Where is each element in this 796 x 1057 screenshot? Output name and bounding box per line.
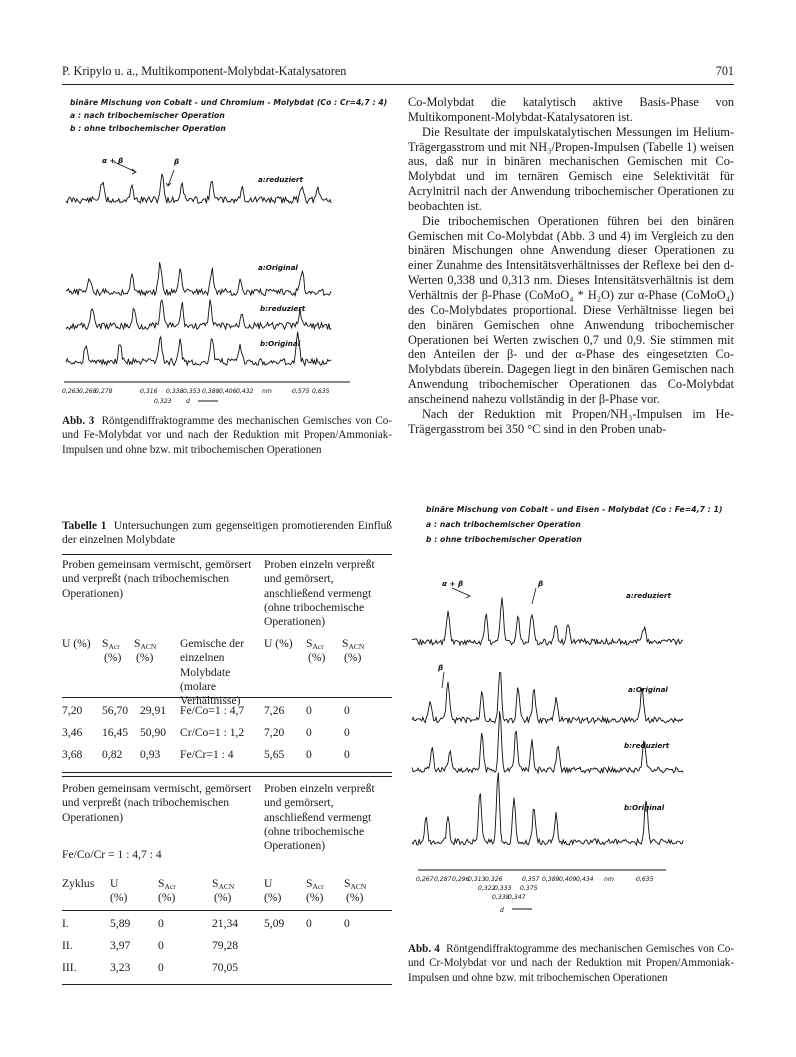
- figure3-trace-label-2: a:Original: [258, 263, 298, 272]
- table1-bottom-rule: [62, 984, 392, 985]
- table1: Proben gemeinsam vermischt, gemörsert und verpreßt (nach tribochemischen Operationen) Proben einzeln verpreßt und gemörsert, anschließend vermengt (ohne tribochemische Operationen) U (%) $S_{Acr}$ (%) $S_{ACN}$ (%) Gemische der einzelnen Molybdate (molare Verhältnisse) U (%) $S_{Acr}$ (%) $S_{ACN}$ (%) 7,20 56,70 29,91 Fe/Co=1 : 4,7 7,26 0 0 3,46 16,45 50,90 Cr/Co=1 : 1,2 7,20 0 0 3,68 0,82 0,93 Fe/Cr=1 : 4 5,65 0 0 Proben gemeinsam vermischt, gemörsert und verpreßt (nach tribochemischen Operationen) Proben einzeln verpreßt und gemörsert, anschließend vermengt (ohne tribochemische Operationen) Fe/Co/Cr = 1 : 4,7 : 4 Zyklus U (%) $S_{Acr}$ (%) $S_{ACN}$ (%) U (%) $S_{Acr}$ (%) $S_{ACN}$ (%) I. 5,89 0 21,34 5,09 0 0 II. 3,97 0 79,28 III. 3,23 0 70,05: [62, 548, 392, 1018]
- figure4-tick-0326: 0,326: [485, 876, 503, 883]
- table1-p2-head-sacr: $S_{Acr}$: [158, 877, 176, 891]
- figure3-tick-0353: 0,353: [183, 388, 201, 395]
- figure4-diffractogram: [408, 570, 734, 918]
- table1-part2-ratio: Fe/Co/Cr = 1 : 4,7 : 4: [62, 848, 162, 861]
- figure3-tick-0432: 0,432: [236, 388, 254, 395]
- table1-head-sacn2: $S_{ACN}$: [342, 637, 365, 651]
- figure3-legend-a: a : nach tribochemischer Operation: [70, 111, 225, 120]
- figure4-tick-0333: 0,333: [494, 885, 512, 892]
- figure4-peak-label-b2: β: [438, 663, 444, 672]
- figure3-tick-0263: 0,263: [62, 388, 80, 395]
- table1-p2-head-sacr-unit: (%): [158, 891, 176, 904]
- figure3-peak-label-b: β: [174, 157, 180, 166]
- table1-head-sacr2: $S_{Acr}$: [306, 637, 324, 651]
- figure3-tick-0388: 0,388: [202, 388, 220, 395]
- figure4-tick-0389: 0,389: [542, 876, 560, 883]
- figure4-tick-0347: 0,347: [508, 894, 526, 901]
- table1-head-gemische: Gemische der einzelnen Molybdate (molare Verhältnisse): [180, 637, 245, 708]
- figure4-axis-label: d: [500, 907, 504, 914]
- table1-caption-text: Untersuchungen zum gegenseitigen promotierenden Einfluß der einzelnen Molybdate: [62, 520, 392, 547]
- figure3-tick-0406: 0,406: [219, 388, 237, 395]
- figure4-legend-b: b : ohne tribochemischer Operation: [426, 535, 582, 544]
- figure4-legend: [426, 503, 736, 546]
- figure3-trace-label-3: b:reduziert: [260, 304, 306, 313]
- figure4-tick-0287: 0,287: [434, 876, 452, 883]
- figure4-tick-0409: 0,409: [559, 876, 577, 883]
- table1-head-sacr: $S_{Acr}$: [102, 637, 120, 651]
- figure4-tick-0375: 0,375: [520, 885, 538, 892]
- figure4-tick-0357: 0,357: [522, 876, 540, 883]
- table1-part2-group-right: Proben einzeln verpreßt und gemörsert, anschließend vermengt (ohne tribochemische Operationen): [264, 782, 375, 853]
- figure4-peak-label-ab: α + β: [442, 579, 464, 588]
- table1-p2-head-u: U: [110, 877, 119, 890]
- figure3-tick-0338: 0,338: [166, 388, 184, 395]
- figure4-peak-label-b1: β: [538, 579, 544, 588]
- figure4-trace-a-reduziert: [412, 598, 683, 645]
- figure4-beta-arrow-1: [532, 588, 536, 604]
- figure4-tick-0635: 0,635: [636, 876, 654, 883]
- running-header: [62, 64, 734, 82]
- table1-top-rule: [62, 554, 392, 555]
- table1-p2-head-sacn2-unit: (%): [346, 891, 364, 904]
- figure4-trace-label-4: b:Original: [624, 803, 665, 812]
- table1-part2-group-left: Proben gemeinsam vermischt, gemörsert und verpreßt (nach tribochemischen Operationen): [62, 782, 252, 824]
- table1-p2-head-u-unit: (%): [110, 891, 128, 904]
- table1-p2-head-sacn: $S_{ACN}$: [212, 877, 235, 891]
- figure3-tick-0278: 0,278: [95, 388, 113, 395]
- figure4-tick-0338: 0,338: [492, 894, 510, 901]
- table1-head-u2: U (%): [264, 637, 293, 650]
- figure4-beta-arrow-2: [442, 672, 444, 688]
- table1-p2-head-sacr2: $S_{Acr}$: [306, 877, 324, 891]
- body-paragraph-2: Die Resultate der impulskatalytischen Messungen im Helium-Trägergasstrom und mit NH₃/Propen-Impulsen (Tabelle 1) weisen aus, daß nur in binären mechanischen Gemischen mit Co-Molybdat und im ternären Gemisch eine Selektivität für Acrylnitril nach der Anwendung tribochemischer Operationen zu beobachten ist.: [408, 124, 734, 213]
- table1-part2-top-rule: [62, 776, 392, 777]
- table1-head-sacr-unit: (%): [104, 651, 122, 664]
- figure4-trace-label-3: b:reduziert: [624, 741, 670, 750]
- table1-p2-head-u2: U: [264, 877, 273, 890]
- header-rule: [62, 84, 734, 85]
- figure4-caption-text: Röntgendiffraktogramme des mechanischen Gemisches von Co- und Cr-Molybdat vor und nach der Reduktion mit Propen/Ammoniak-Impulsen und ohne bzw. mit tribochemischen Operationen: [408, 943, 734, 984]
- figure3-trace-label-1: a:reduziert: [258, 175, 303, 184]
- body-paragraph-1: Co-Molybdat die katalytisch aktive Basis-Phase von Multikomponent-Molybdat-Katalysatoren ist.: [408, 95, 734, 124]
- figure4-tick-nm: nm: [604, 876, 614, 883]
- table1-p2-head-u2-unit: (%): [264, 891, 282, 904]
- table1-caption: [62, 519, 392, 547]
- figure3-axis-label: d: [186, 398, 190, 405]
- table1-caption-label: Tabelle 1: [62, 520, 107, 532]
- figure3-caption: [62, 414, 392, 457]
- running-title: P. Kripylo u. a., Multikomponent-Molybdat-Katalysatoren: [62, 64, 347, 78]
- figure3-legend: [70, 96, 390, 135]
- table1-p2-head-sacn-unit: (%): [214, 891, 232, 904]
- body-text: [408, 95, 734, 436]
- figure3-trace-b-original: [66, 332, 331, 366]
- table1-head-sacn2-unit: (%): [344, 651, 362, 664]
- figure3-tick-0575: 0,575: [292, 388, 310, 395]
- table1-part1-group-left: Proben gemeinsam vermischt, gemörsert und verpreßt (nach tribochemischen Operationen): [62, 558, 252, 600]
- figure4-legend-title: binäre Mischung von Cobalt - und Eisen - Molybdat (Co : Fe=4,7 : 1): [426, 505, 723, 514]
- figure3-caption-label: Abb. 3: [62, 415, 95, 427]
- table1-p2-head-sacn2: $S_{ACN}$: [344, 877, 367, 891]
- figure3-beta-arrow: [166, 170, 174, 186]
- figure3-tick-0316: 0,316: [140, 388, 158, 395]
- figure3-tick-0323: 0,323: [154, 398, 172, 405]
- table1-p2-head-rule: [62, 910, 392, 911]
- body-paragraph-3: Die tribochemischen Operationen führen bei den binären Gemischen mit Co-Molybdat (Abb. 3 und 4) im Vergleich zu den binären Mischungen ohne Anwendung dieser Operationen zu einer Zunahme des Intensitätsverhältnisses der Reflexe bei den d-Werten 0,338 und 0,313 nm. Dieses Intensitätsverhältnis ist dem Verhältnis der β-Phase (CoMoO₄ * H₂O) zur α-Phase (CoMoO₄) des Co-Molybdates proportional. Diese Verhältnisse liegen bei den binären Gemischen ohne Anwendung tribochemischer Operationen bei Werten zwischen 0,7 und 0,9. Sie stimmen mit den Anteilen der β- und der α-Phase des eingesetzten Co-Molybdats überein. Dagegen liegt in den binären Gemischen nach Anwendung tribochemischer Operationen das Co-Molybdat anscheinend nahezu vollständig in der β-Phase vor.: [408, 213, 734, 406]
- table1-p2-head-zyklus: Zyklus: [62, 877, 95, 890]
- figure4-legend-a: a : nach tribochemischer Operation: [426, 520, 581, 529]
- figure4-caption-label: Abb. 4: [408, 943, 440, 955]
- table1-head-sacr2-unit: (%): [308, 651, 326, 664]
- table1-head-u: U (%): [62, 637, 91, 650]
- figure3-caption-text: Röntgendiffraktogramme des mechanischen Gemisches von Co- und Fe-Molybdat vor und nach der Reduktion mit Propen/Ammoniak-Impulsen und ohne bzw. mit tribochemischen Operationen: [62, 415, 392, 456]
- page-number: 701: [715, 64, 734, 78]
- table1-part1-bottom-rule: [62, 772, 392, 773]
- figure4-trace-a-original: [412, 672, 683, 723]
- table1-part1-group-right: Proben einzeln verpreßt und gemörsert, anschließend vermengt (ohne tribochemische Operationen): [264, 558, 375, 629]
- table1-head-sacn: $S_{ACN}$: [134, 637, 157, 651]
- figure4-tick-0296: 0,296: [452, 876, 470, 883]
- figure4-tick-0267: 0,267: [416, 876, 434, 883]
- table1-head-rule: [62, 697, 392, 698]
- figure3-trace-label-4: b:Original: [260, 339, 301, 348]
- figure4-tick-0313: 0,313: [468, 876, 486, 883]
- figure3-peak-label-ab: α + β: [102, 156, 124, 165]
- figure4-tick-0322: 0,322: [478, 885, 496, 892]
- figure3-diffractogram: [62, 150, 392, 412]
- figure3-tick-0268: 0,268: [79, 388, 97, 395]
- figure4-peak-arrow: [452, 588, 470, 598]
- body-paragraph-4: Nach der Reduktion mit Propen/NH₃-Impulsen im He-Trägergasstrom bei 350 °C sind in den Proben unab-: [408, 406, 734, 436]
- figure3-legend-title: binäre Mischung von Cobalt - und Chromium - Molybdat (Co : Cr=4,7 : 4): [70, 98, 388, 107]
- figure4-caption: [408, 942, 734, 985]
- figure3-tick-0635: 0,635: [312, 388, 330, 395]
- figure3-tick-nm: nm: [262, 388, 272, 395]
- table1-head-sacn-unit: (%): [136, 651, 154, 664]
- figure4-tick-0434: 0,434: [576, 876, 594, 883]
- figure3-legend-b: b : ohne tribochemischer Operation: [70, 124, 226, 133]
- table1-p2-head-sacr2-unit: (%): [306, 891, 324, 904]
- figure4-trace-label-2: a:Original: [628, 685, 668, 694]
- figure4-trace-label-1: a:reduziert: [626, 591, 671, 600]
